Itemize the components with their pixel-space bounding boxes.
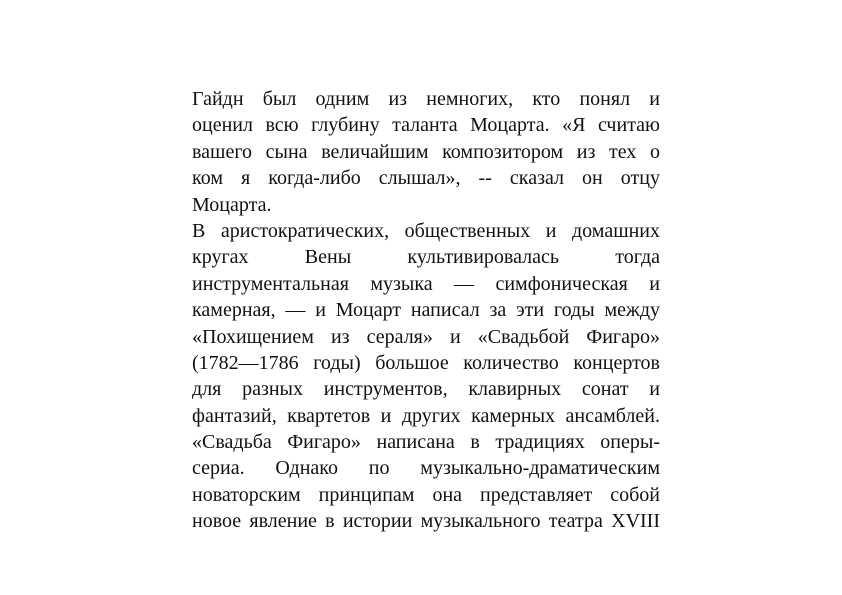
text-line: (1782—1786 годы) большое количество концертов: [192, 351, 660, 374]
text-line: фантазий, квартетов и других камерных ансамблей.: [192, 404, 660, 427]
paragraph-1: [192, 86, 660, 218]
text-line: В аристократических, общественных и домашних: [192, 219, 660, 242]
text-line: новое явление в истории музыкального театра XVIII: [192, 510, 660, 533]
text-line: инструментальная музыка — симфоническая и: [192, 272, 660, 295]
text-line: Гайдн был одним из немногих, кто понял и: [192, 88, 660, 110]
text-line: для разных инструментов, клавирных сонат и: [192, 378, 660, 401]
text-line: кругах Вены культивировалась тогда: [192, 246, 660, 269]
text-line: сериа. Однако по музыкально-драматическим: [192, 457, 660, 480]
text-line: ком я когда-либо слышал», -- сказал он отцу: [192, 167, 660, 190]
text-line: оценил всю глубину таланта Моцарта. «Я считаю: [192, 114, 660, 137]
text-line: новаторским принципам она представляет собой: [192, 483, 660, 506]
text-line: «Похищением из сераля» и «Свадьбой Фигаро»: [192, 325, 660, 348]
paragraph-2: [192, 218, 660, 535]
text-line: «Свадьба Фигаро» написана в традициях оперы-: [192, 431, 660, 454]
text-line: камерная, — и Моцарт написал за эти годы между: [192, 299, 660, 322]
text-line: Моцарта.: [192, 193, 272, 216]
body-text: [192, 86, 660, 535]
text-line: вашего сына величайшим композитором из тех о: [192, 140, 660, 163]
